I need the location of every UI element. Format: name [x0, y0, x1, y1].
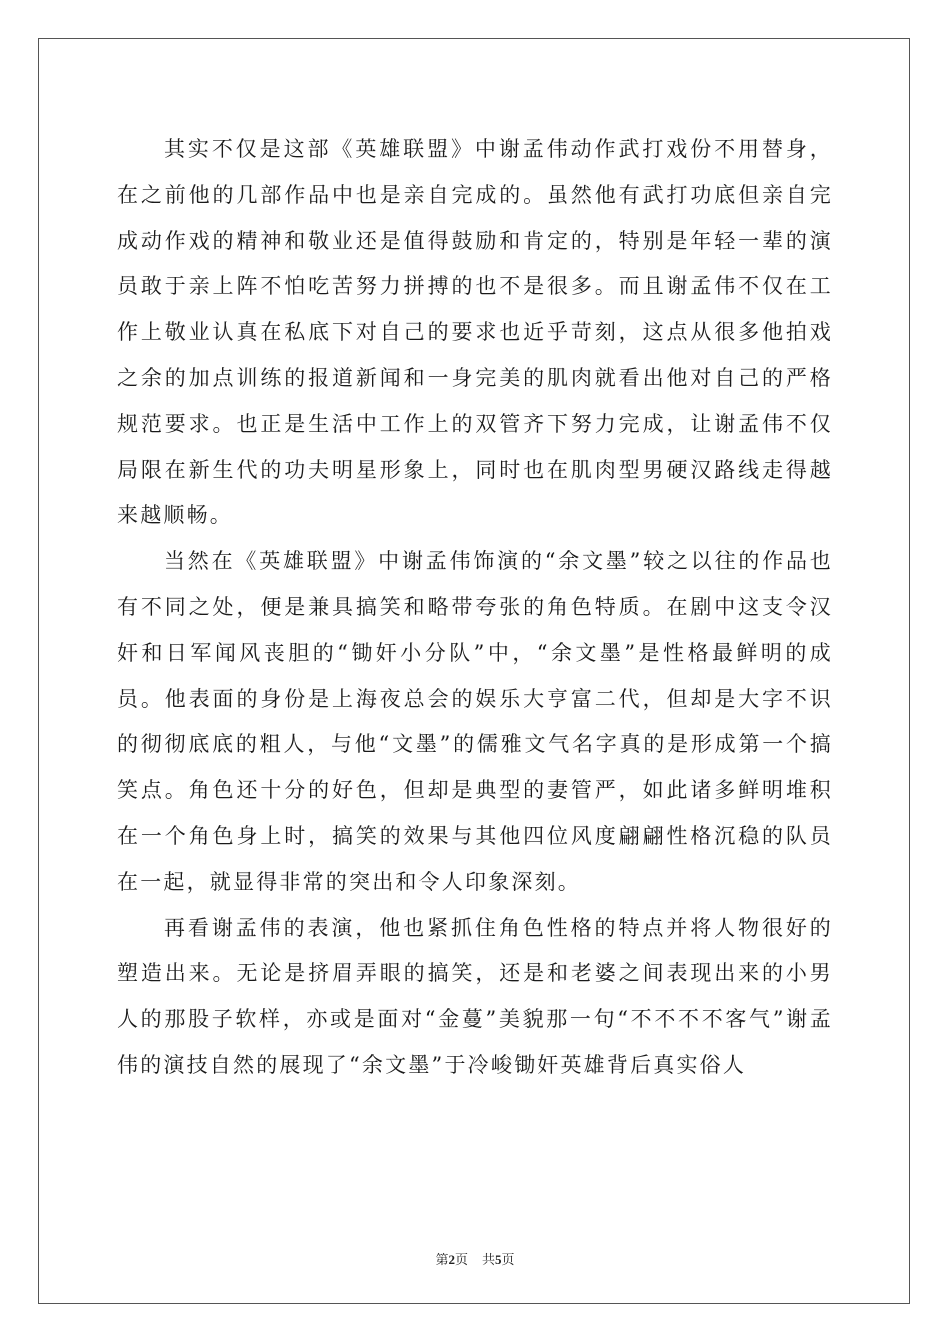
page-total-suffix: 页 [501, 1252, 515, 1267]
paragraph: 再看谢孟伟的表演，他也紧抓住角色性格的特点并将人物很好的塑造出来。无论是挤眉弄眼的搞笑，还是和老婆之间表现出来的小男人的那股子软样，亦或是面对“金蔓”美貌那一句“不不不不客气”谢孟伟的演技自然的展现了“余文墨”于冷峻锄奸英雄背后真实俗人 [117, 915, 833, 1077]
page-number-current: 2 [448, 1252, 455, 1267]
paragraph: 其实不仅是这部《英雄联盟》中谢孟伟动作武打戏份不用替身，在之前他的几部作品中也是亲自完成的。虽然他有武打功底但亲自完成动作戏的精神和敬业还是值得鼓励和肯定的，特别是年轻一辈的演员敢于亲上阵不怕吃苦努力拼搏的也不是很多。而且谢孟伟不仅在工作上敬业认真在私底下对自己的要求也近乎苛刻，这点从很多他拍戏之余的加点训练的报道新闻和一身完美的肌肉就看出他对自己的严格规范要求。也正是生活中工作上的双管齐下努力完成，让谢孟伟不仅局限在新生代的功夫明星形象上，同时也在肌肉型男硬汉路线走得越来越顺畅。 [117, 137, 833, 528]
page-number-prefix: 第 [435, 1252, 449, 1267]
page-total-prefix: 共 [482, 1252, 496, 1267]
paragraph: 当然在《英雄联盟》中谢孟伟饰演的“余文墨”较之以往的作品也有不同之处，便是兼具搞笑和略带夸张的角色特质。在剧中这支令汉奸和日军闻风丧胆的“锄奸小分队”中，“余文墨”是性格最鲜明的成员。他表面的身份是上海夜总会的娱乐大亨富二代，但却是大字不识的彻彻底底的粗人，与他“文墨”的儒雅文气名字真的是形成第一个搞笑点。角色还十分的好色，但却是典型的妻管严，如此诸多鲜明堆积在一个角色身上时，搞笑的效果与其他四位风度翩翩性格沉稳的队员在一起，就显得非常的突出和令人印象深刻。 [117, 549, 833, 894]
document-body [117, 127, 833, 1089]
page-footer [0, 1249, 950, 1268]
page-number-total: 5 [495, 1252, 502, 1267]
page-number-suffix: 页 [454, 1252, 468, 1267]
